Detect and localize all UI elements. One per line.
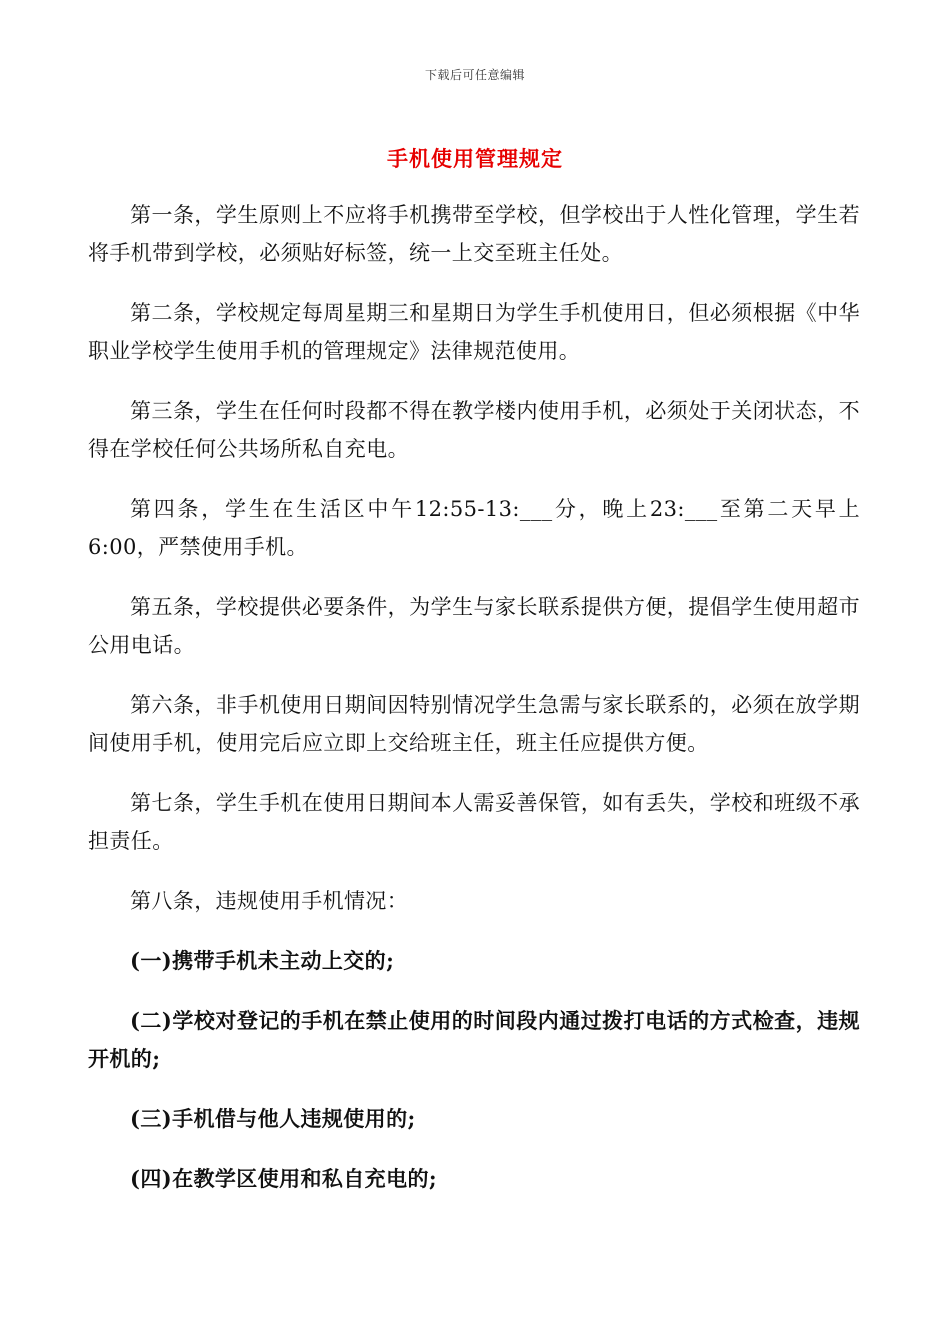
violation-item-3: (三)手机借与他人违规使用的; bbox=[130, 1106, 416, 1131]
document-title: 手机使用管理规定 bbox=[387, 146, 563, 171]
document-body bbox=[88, 196, 860, 1220]
article-7: 第七条，学生手机在使用日期间本人需妥善保管，如有丢失，学校和班级不承担责任。 bbox=[88, 791, 860, 853]
article-8: 第八条，违规使用手机情况： bbox=[130, 889, 409, 913]
violation-item-4: (四)在教学区使用和私自充电的; bbox=[130, 1166, 438, 1191]
violation-item-1: (一)携带手机未主动上交的; bbox=[130, 948, 395, 973]
violation-item-2: (二)学校对登记的手机在禁止使用的时间段内通过拨打电话的方式检查，违规开机的; bbox=[88, 1008, 860, 1071]
article-2: 第二条，学校规定每周星期三和星期日为学生手机使用日，但必须根据《中华职业学校学生使用手机的管理规定》法律规范使用。 bbox=[88, 301, 860, 363]
article-4: 第四条，学生在生活区中午12:55-13:___分，晚上23:___至第二天早上6:00，严禁使用手机。 bbox=[88, 497, 860, 559]
article-3: 第三条，学生在任何时段都不得在教学楼内使用手机，必须处于关闭状态，不得在学校任何公共场所私自充电。 bbox=[88, 399, 860, 461]
article-6: 第六条，非手机使用日期间因特别情况学生急需与家长联系的，必须在放学期间使用手机，使用完后应立即上交给班主任，班主任应提供方便。 bbox=[88, 693, 860, 755]
article-5: 第五条，学校提供必要条件，为学生与家长联系提供方便，提倡学生使用超市公用电话。 bbox=[88, 595, 860, 657]
header-note: 下载后可任意编辑 bbox=[424, 68, 525, 82]
article-1: 第一条，学生原则上不应将手机携带至学校，但学校出于人性化管理，学生若将手机带到学校，必须贴好标签，统一上交至班主任处。 bbox=[88, 203, 860, 265]
